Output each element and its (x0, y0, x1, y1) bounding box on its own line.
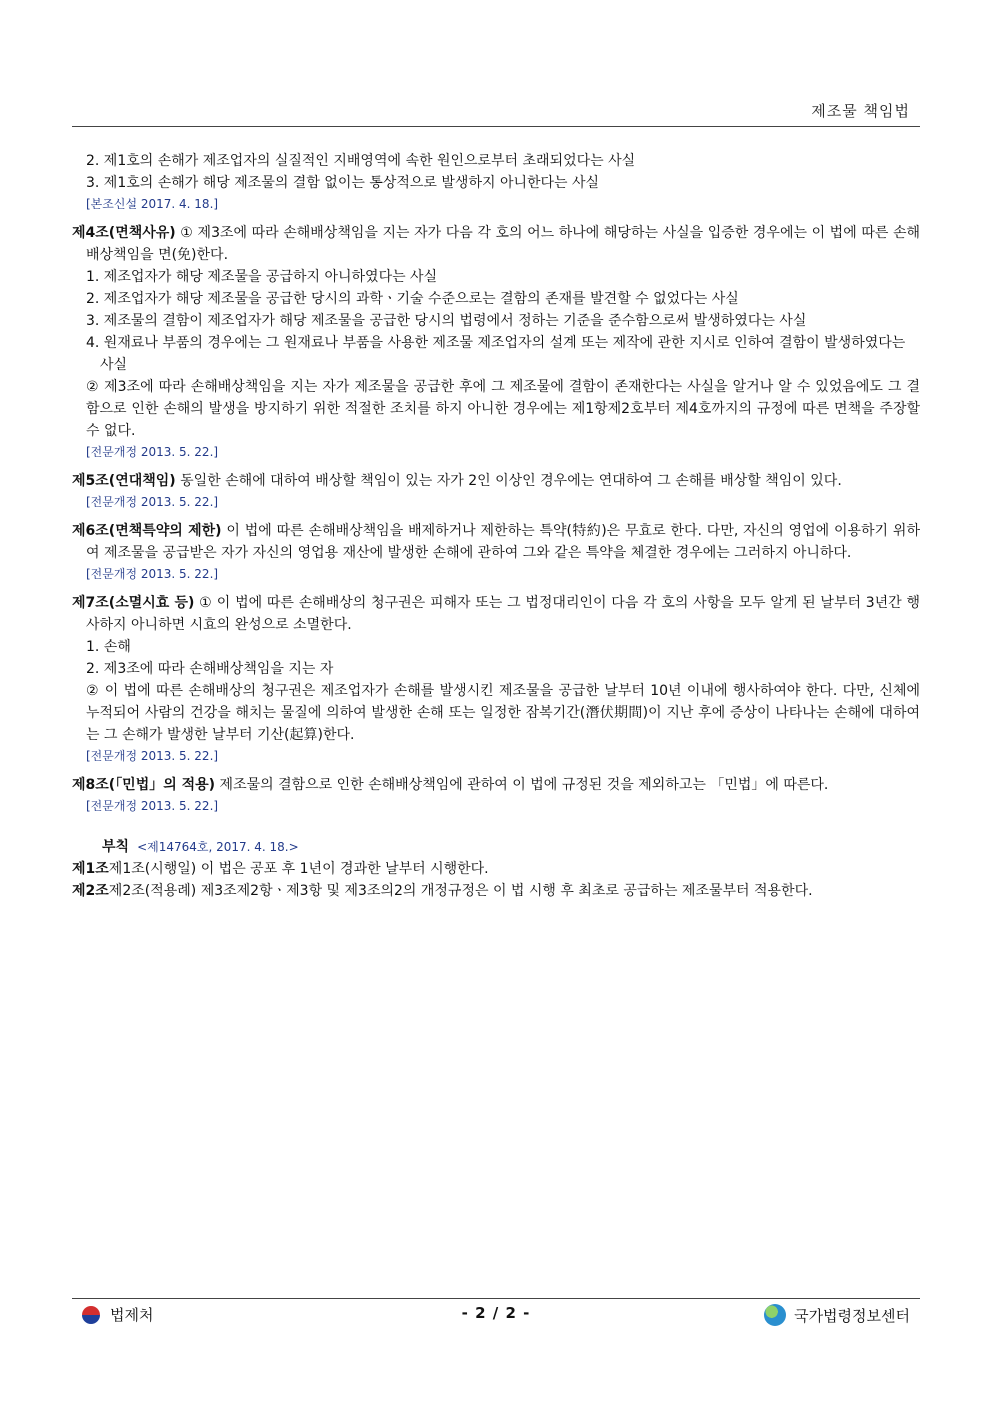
list-item: 2. 제3조에 따라 손해배상책임을 지는 자 (86, 661, 334, 677)
list-item: 2. 제조업자가 해당 제조물을 공급한 당시의 과학ㆍ기술 수준으로는 결함의 존재를 발견할 수 없었다는 사실 (86, 291, 739, 307)
article-text: 제1조(시행일) 이 법은 공포 후 1년이 경과한 날부터 시행한다. (108, 861, 489, 877)
list-item: 4. 원재료나 부품의 경우에는 그 원재료나 부품을 사용한 제조물 제조업자의 설계 또는 제작에 관한 지시로 인하여 결함이 발생하였다는 사실 (86, 335, 906, 373)
revision-note: [전문개정 2013. 5. 22.] (86, 799, 219, 813)
addenda-title: 부칙 (102, 839, 130, 855)
revision-note: [본조신설 2017. 4. 18.] (86, 197, 219, 211)
document-title: 제조물 책임법 (811, 102, 910, 120)
globe-logo-icon (764, 1304, 786, 1326)
article-heading: 제1조 (72, 861, 109, 877)
article-text: ① 제3조에 따라 손해배상책임을 지는 자가 다음 각 호의 어느 하나에 해당하는 사실을 입증한 경우에는 이 법에 따른 손해배상책임을 면(免)한다. (86, 225, 920, 263)
header-divider (72, 126, 920, 127)
article-text: 이 법에 따른 손해배상책임을 배제하거나 제한하는 특약(特約)은 무효로 한다. 다만, 자신의 영업에 이용하기 위하여 제조물을 공급받은 자가 자신의 영업용 재산에 발생한 손해에 관하여 그와 같은 특약을 체결한 경우에는 그러하지 아니하다. (86, 523, 920, 561)
article-heading: 제5조(연대책임) (72, 473, 176, 489)
article-heading: 제2조 (72, 883, 109, 899)
list-item: 3. 제1호의 손해가 해당 제조물의 결함 없이는 통상적으로 발생하지 아니한다는 사실 (86, 175, 600, 191)
footer-right (764, 1304, 910, 1326)
page-footer (72, 1304, 920, 1330)
footer-divider (72, 1298, 920, 1299)
article-text: ① 이 법에 따른 손해배상의 청구권은 피해자 또는 그 법정대리인이 다음 각 호의 사항을 모두 알게 된 날부터 3년간 행사하지 아니하면 시효의 완성으로 소멸한다. (86, 595, 920, 633)
footer-center-name: 국가법령정보센터 (794, 1306, 910, 1325)
document-body (72, 150, 920, 902)
list-item: 1. 손해 (86, 639, 131, 655)
article-heading: 제6조(면책특약의 제한) (72, 523, 222, 539)
paragraph: ② 제3조에 따라 손해배상책임을 지는 자가 제조물을 공급한 후에 그 제조물에 결함이 존재한다는 사실을 알거나 알 수 있었음에도 그 결함으로 인한 손해의 발생을 방지하기 위한 적절한 조치를 하지 아니한 경우에는 제1항제2호부터 제4호까지의 규정에 따른 면책을 주장할 수 없다. (86, 379, 920, 439)
list-item: 1. 제조업자가 해당 제조물을 공급하지 아니하였다는 사실 (86, 269, 438, 285)
revision-note: [전문개정 2013. 5. 22.] (86, 495, 219, 509)
article-text: 동일한 손해에 대하여 배상할 책임이 있는 자가 2인 이상인 경우에는 연대하여 그 손해를 배상할 책임이 있다. (175, 473, 842, 489)
article-5 (72, 470, 920, 492)
list-item: 3. 제조물의 결함이 제조업자가 해당 제조물을 공급한 당시의 법령에서 정하는 기준을 준수함으로써 발생하였다는 사실 (86, 313, 807, 329)
article-text: 제조물의 결함으로 인한 손해배상책임에 관하여 이 법에 규정된 것을 제외하고는 「민법」에 따른다. (215, 777, 829, 793)
article-heading: 제7조(소멸시효 등) (72, 595, 195, 611)
paragraph: ② 이 법에 따른 손해배상의 청구권은 제조업자가 손해를 발생시킨 제조물을 공급한 날부터 10년 이내에 행사하여야 한다. 다만, 신체에 누적되어 사람의 건강을 해치는 물질에 의하여 발생한 손해 또는 일정한 잠복기간(潛伏期間)이 지난 후에 증상이 나타나는 손해에 대하여는 그 손해가 발생한 날부터 기산(起算)한다. (86, 683, 920, 743)
addenda-date: <제14764호, 2017. 4. 18.> (137, 840, 299, 854)
revision-note: [전문개정 2013. 5. 22.] (86, 445, 219, 459)
article-text: 제2조(적용례) 제3조제2항ㆍ제3항 및 제3조의2의 개정규정은 이 법 시행 후 최초로 공급하는 제조물부터 적용한다. (108, 883, 813, 899)
addenda-article-1 (72, 858, 920, 880)
article-6 (72, 520, 920, 564)
article-7 (72, 592, 920, 636)
list-item: 2. 제1호의 손해가 제조업자의 실질적인 지배영역에 속한 원인으로부터 초래되었다는 사실 (86, 153, 636, 169)
addenda-article-2 (72, 880, 920, 902)
article-4 (72, 222, 920, 266)
footer-org-name: 법제처 (110, 1306, 154, 1324)
revision-note: [전문개정 2013. 5. 22.] (86, 567, 219, 581)
revision-note: [전문개정 2013. 5. 22.] (86, 749, 219, 763)
article-8 (72, 774, 920, 796)
page-number: - 2 / 2 - (461, 1304, 531, 1322)
article-heading: 제8조(「민법」의 적용) (72, 777, 216, 793)
article-heading: 제4조(면책사유) (72, 225, 176, 241)
addenda-heading (72, 836, 920, 858)
